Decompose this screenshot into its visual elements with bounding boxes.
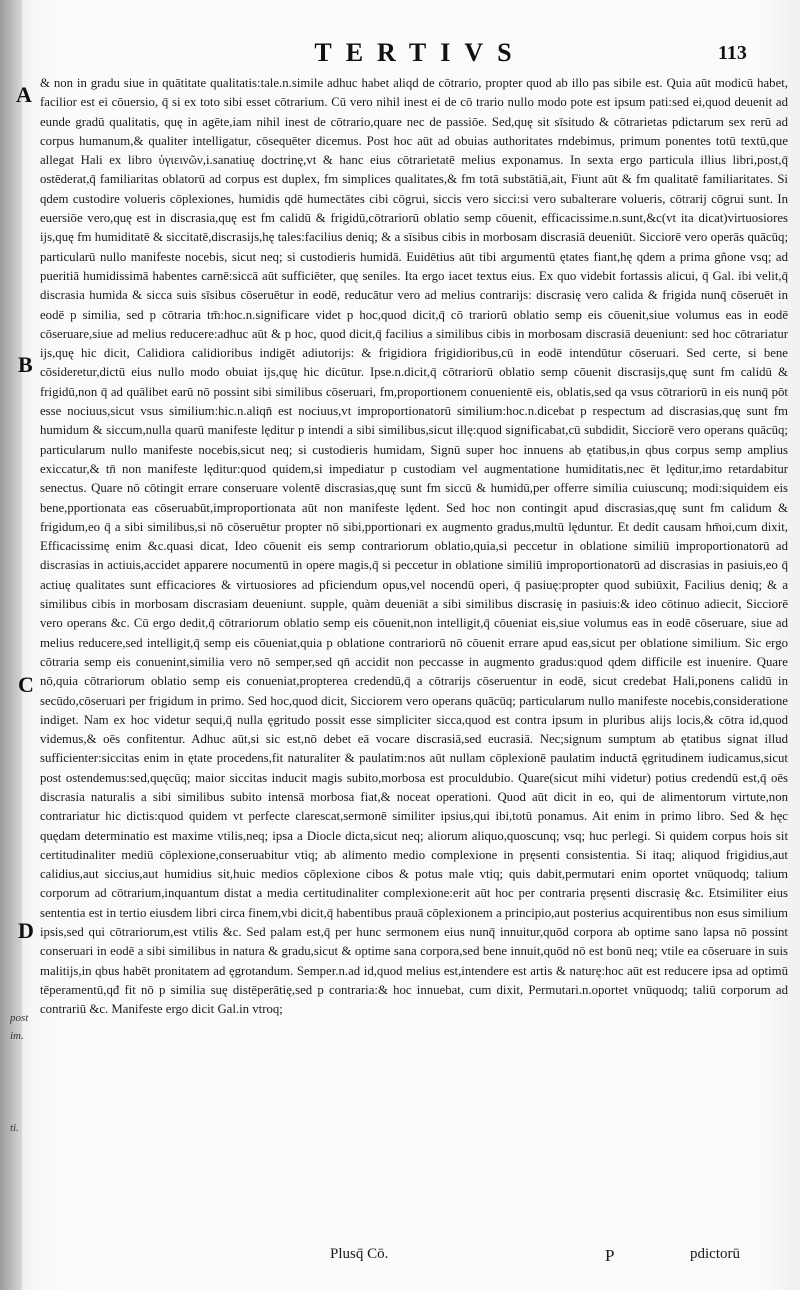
page-footer bbox=[0, 1246, 800, 1276]
margin-letter-c: C bbox=[18, 672, 34, 697]
margin-letter-b: B bbox=[18, 352, 33, 377]
margin-letter-d: D bbox=[18, 918, 34, 943]
margin-letter-a: A bbox=[16, 82, 32, 107]
footer-catchword-right: pdictorū bbox=[690, 1246, 740, 1262]
body-text-block bbox=[40, 74, 788, 1020]
folio-number: 113 bbox=[718, 42, 747, 64]
footer-catchword-middle: Plusq̄ Cō. bbox=[330, 1246, 389, 1262]
margin-note-im: im. bbox=[10, 1030, 24, 1042]
margin-note-ti: ti. bbox=[10, 1122, 19, 1134]
page-header bbox=[0, 38, 800, 68]
signature-mark: P bbox=[605, 1246, 615, 1265]
body-paragraph: & non in gradu siue in quātitate qualitatis:tale.n.simile adhuc habet aliqd de cōtrario, propter quod ab illo pas sibile est. Quia aūt modicū habet, facilior est ei cōuersio, q̄ si ex toto sibi esset cōtrarium. Cū vero nihil inest ei de cō trario nullo modo pote est ipsum pati:sed ei,quod deuenit ad eunde gradū qualitatis, quę in agēte,iam nihil inest de cōtrario,quare nec de passiōe. Sed,quę sit sīsitudo & cōtrarietas pdictarum sex rerū ad corpus humanum,& qualiter intelligatur, cōsequēter dicemus. Post hoc aūt ad obuias authoritates rndebimus, primum ponentes totū textū,que allegat Hali ex libro ὑγιεινῶν,i.sanatiuę doctrinę,vt & hanc eius cōtrarietatē melius exponamus. In sexta ergo particula illius libri,post,q̄ ostēderat,q̄ familiaritas oblatorū ad corpus est duplex, fm simplices qualitates,& fm totā substātiā,ait, Fiunt aūt & fm qualitatē familiaritates. Si qdem custodire volueris cōplexiones, humidis qdē humectātes cibi cōgrui, siccis vero sicci:si vero subalterare volueris, cōtrarij cōgrui sunt. In euersiōe vero,quę est in discrasia,quę est fm calidū & frigidū,cōtrariorū oblatio semp cōuenit, efficacissime.n.sunt,&c(vt ita dicat)virtuosiores ijs,quę fm humiditatē & siccitatē,discrasijs,hę tales:facilius deniq; & a sīsibus cibis in morbosam discrasiā deueniūt. Sicciorē vero operās quācūq; particularū nullo manifeste nocebis, sicut neq; si custodieris humidā. Euidētius aūt tibi argumentū ętates fiant,hę qdem a prima gñone vsq; ad pueritiā humidissimā habentes carnē:siccā aūt sufficiēter, quę seniles. Ita ergo iacet textus eius. Ex quo videbit fortassis alicui, q̄ Gal. ibi velit,q̄ discrasia humida & sicca suis sīsibus cōseruētur in eodē, reducātur vero ad melius contrarijs: discrasię vero calida & frigida nunq̄ cōseruēt in eodē p similia, sed p cōtraria tm̄:hoc.n.significare videt p hoc,quod dicit,q̄ cō trariorū oblatio semp eis cōuenit,siue volumus eas in eodē cōseruare,siue ad melius reducere:adhuc aūt & p hoc, quod dicit,q̄ facilius a similibus cibis in morbosam discrasiā deueniunt: sed hoc cōtrariatur ijs,quę hic dicit, Calidiora calidioribus indigēt adiutorijs: & frigidiora frigidioribus,cū in eodē intendūtur cōseruari. Sed certe, si bene cōsideretur,dictū eius nullo modo obuiat ijs,quę hic dicūtur. Ipse.n.dicit,q̄ cōtrariorū oblatio semp cōuenit discrasijs,quę sunt fm calidū & frigidū,non q̄ ad quālibet earū nō possint sibi similibus cōseruari, fm,proportionem conuenientē eis, oblatis,sed qa vsus cōtrariorū in eis nunq̄ pōt esse nociuus,sicut vsus similium:hic.n.aliqn̄ est nociuus,vt improportionatorū similium:hoc.n.dicebat p respectum ad discrasias,quę sunt fm humidum & siccum,nulla quarū manifeste lęditur p intendi a sibi similibus,sicut illę:quod significabat,cū subdidit, Sicciorē vero operans quācūq; particularum nullo manifeste nocebis,sicut neq; si custodieris humidam, Signū super hoc innuens ab ętatibus,in qbus corpus semp amplius exiccatur,& tn̄ non manifeste lęditur:quod quidem,si impediatur p custodiam vel augmentatione humiditatis,nec ēt lęditur,imo retardabitur senectus. Quare nō cōtingit errare conseruare volentē discrasias,quę sunt fm siccū & humidū,per offerre similia cuiuscunq; modi:siquidem eis bene,pportionata eas cōseruabūt,improportionata aūt non manifeste lędent. Sed hoc non contingit apud discrasias,quę sunt fm calidum & frigidum,eo q̄ a sibi similibus,si nō cōseruētur propter nō sibi,pportionari ex augmento gradus,multū lęduntur. Et dedit causam hm̄oi,cum dixit, Efficacissimę enim &c.quasi dicat, Ideo cōuenit eis semp contrariorum oblatio,quia,si peccetur in oblatione similiū improportionatorū ad discrasias in actiuis,accidet apparere nocumentū in opere magis,q̄ si peccetur in oblatione similiū improportionatorū ad discrasias in pasiuis,eo q̄ actiuę qualitates sunt efficaciores & virtuosiores ad pficiendum opus,vel nocendū operi, q̄ pasiuę:propter quod subiūxit, Facilius deniq; & a similibus cibis in morbosam discrasiam deueniunt. supple, quàm deueniāt a sibi similibus discrasię in pasiuis:& ideo cōtinuo adiecit, Sicciorē vero operans &c. Cū ergo dedit,q̄ cōtrariorum oblatio semp eis cōuenit,non intelligit,q̄ cōueniat eis,siue volumus eas in eodē cōseruare, siue ad melius reducere,sed intelligit,q̄ semp eis cōueniat,quia p oblatione contrariorū nō cōuenit errare apud eas,sicut per oblatione similium. Sic ergo cōtraria semp eis conuenint,similia vero nō semper,sed qn̄ accidit non peccasse in augmento gradus:quod qdem difficile est inuenire. Quare nō,quia cōtrariorum oblatio semp eis conueniat,propterea credendū,q̄ a cōtrarijs cōseruentur in eodē, sicut credebat Hali,ponens calidū in secūdo,cōseruari per frigidum in primo. Sed hoc,quod dicit, Sicciorem vero operans quācūq; particularum nullo manifeste nocebis,consideratione indiget. Nam ex hoc videtur sequi,q̄ nulla ęgritudo possit esse simpliciter sicca,quod est contra ipsum in pluribus alijs locis,& cōtra id,quod videmus,& oēs confitentur. Adhuc aūt,si sic est,nō debet eā vocare discrasiā,sed eucrasiā. Nec;signum sumptum ab ętatibus signat illud sufficienter:siccitas enim in ętate procedens,fit naturaliter & paulatim:nos aūt nullam cōplexionē paulatim inductā ęgritudinem iudicamus,sicut post ostendemus:sed,quęcūq; maior siccitas inducit magis subito,morbosa est proculdubio. Quare(sicut mihi videtur) potius credendū est,q̄ oēs discrasia naturalis a sibi similibus subito intensā morbosa fiat,& noceat operationi. Quod aūt dicit in eo, qui de alimentorum virtute,non contrariatur hic dictis:quod quidem vt perfecte clarescat,sermonē similiter ipsius,qui ibi,totū ponamus. Ait enim in primo libro. Sed & hęc quędam determinatio est maxime vtilis,neq; ipsa a Diocle dicta,sicut neq; aliorum aliquo,quoscunq; vsq; huc perlegi. Si quidem corpus hois sit certitudinaliter mediū cōplexione,conseruabitur vtiq; ab alimento medio complexione in pręsenti consistentia. Si itaq; aliquod frigidius,aut calidius,aut siccius,aut humidius sit,huic medios cōplexione cibos & potus male vtiq; quis dabit,permutari enim oportet vnūquodq; talium corporum ad cōtrarium,inquantum distat a media certitudinaliter complexione:erit aūt hoc per contraria pręsenti discrasię &c. Etsimiliter eius sententia est in tertio eiusdem libri circa finem,vbi dicit,q̄ habentibus prauā cōplexionem a principio,aut posterius acquirentibus non esus similium ipsis,sed qui cōtrariorum,est vtilis &c. Sed palam est,q̄ per hunc sermonem eius nunq̄ innuitur,quōd corpora ab optime sano lapsa nō possint conseruari in eodē a sibi similibus in natura & gradu,sicut & optime sana corpora,sed bene innuit,quōd nō est bonū neq; vtile ea cōseruare in suis malitijs,in qbus habēt pronitatem ad ęgrotandum. Semper.n.ad id,quod melius est,intendere est artis & naturę:hoc aūt est reducere ipsa ad optimū tēperamentū,qđ fit nō p similia suę distēperātię,sed p contraria:& hoc innuebat, cum dixit, Permutari.n.oportet vnūquodq; taliū corporum ad contrariū &c. Manifeste ergo dicit Gal.in vtroq; bbox=[40, 76, 788, 1017]
page-gutter-shadow bbox=[0, 0, 22, 1290]
margin-note-post: post bbox=[10, 1012, 29, 1024]
running-title: TERTIVS bbox=[314, 38, 526, 67]
